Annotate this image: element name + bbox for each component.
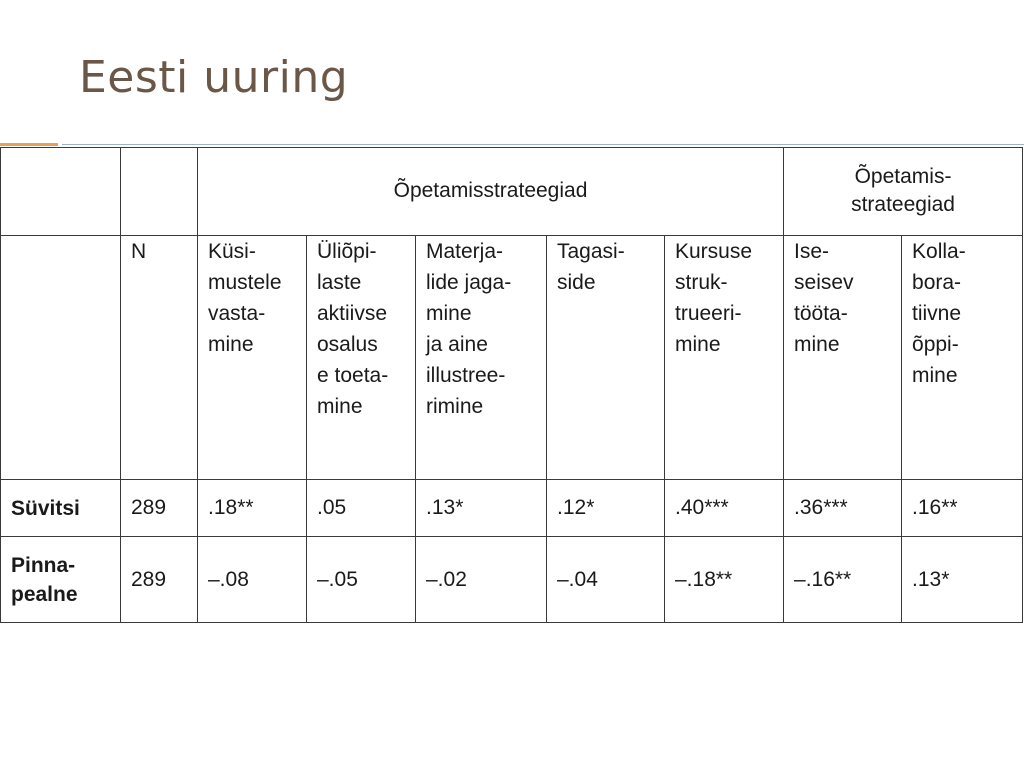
table-cell: .13* (416, 480, 547, 537)
table-cell: .16** (902, 480, 1023, 537)
table-cell: –.05 (307, 537, 416, 623)
column-header-row (1, 235, 1023, 480)
table-cell: –.04 (547, 537, 665, 623)
group-header-teaching-strategies: Õpetamisstrateegiad (198, 148, 784, 236)
table-row (1, 480, 1023, 537)
empty-corner-cell (1, 148, 121, 236)
column-header-independent-work: Ise- seisev tööta- mine (784, 235, 902, 480)
table-cell: –.18** (665, 537, 784, 623)
table-cell: 289 (121, 537, 198, 623)
group-header-row (1, 148, 1023, 236)
title-divider-rule (62, 144, 1024, 145)
empty-n-header-cell (121, 148, 198, 236)
column-header-course-structuring: Kursuse struk- trueeri- mine (665, 235, 784, 480)
title-accent-rule (0, 143, 58, 146)
table-cell: .18** (198, 480, 307, 537)
column-header-answering-questions: Küsi- mustele vasta- mine (198, 235, 307, 480)
table-cell: .12* (547, 480, 665, 537)
column-header-collaborative-learning: Kolla- bora- tiivne õppi- mine (902, 235, 1023, 480)
slide-title: Eesti uuring (79, 52, 349, 103)
row-label-deep: Süvitsi (1, 480, 121, 537)
table-cell: –.16** (784, 537, 902, 623)
column-header-material-sharing: Materja- lide jaga- mine ja aine illustree- rimine (416, 235, 547, 480)
column-header-student-participation: Üliõpi- laste aktiivse osalus e toeta- mine (307, 235, 416, 480)
table-cell: –.08 (198, 537, 307, 623)
table-cell: –.02 (416, 537, 547, 623)
group-header-teaching-strategies-2: Õpetamis- strateegiad (784, 148, 1023, 236)
table-cell: .05 (307, 480, 416, 537)
column-header-feedback: Tagasi- side (547, 235, 665, 480)
table-cell: .40*** (665, 480, 784, 537)
results-table (0, 147, 1023, 623)
row-label-surface: Pinna- pealne (1, 537, 121, 623)
column-header-n: N (121, 235, 198, 480)
table-cell: .36*** (784, 480, 902, 537)
results-table-container (0, 147, 1023, 624)
table-cell: .13* (902, 537, 1023, 623)
table-row (1, 537, 1023, 623)
empty-label-header-cell (1, 235, 121, 480)
table-cell: 289 (121, 480, 198, 537)
